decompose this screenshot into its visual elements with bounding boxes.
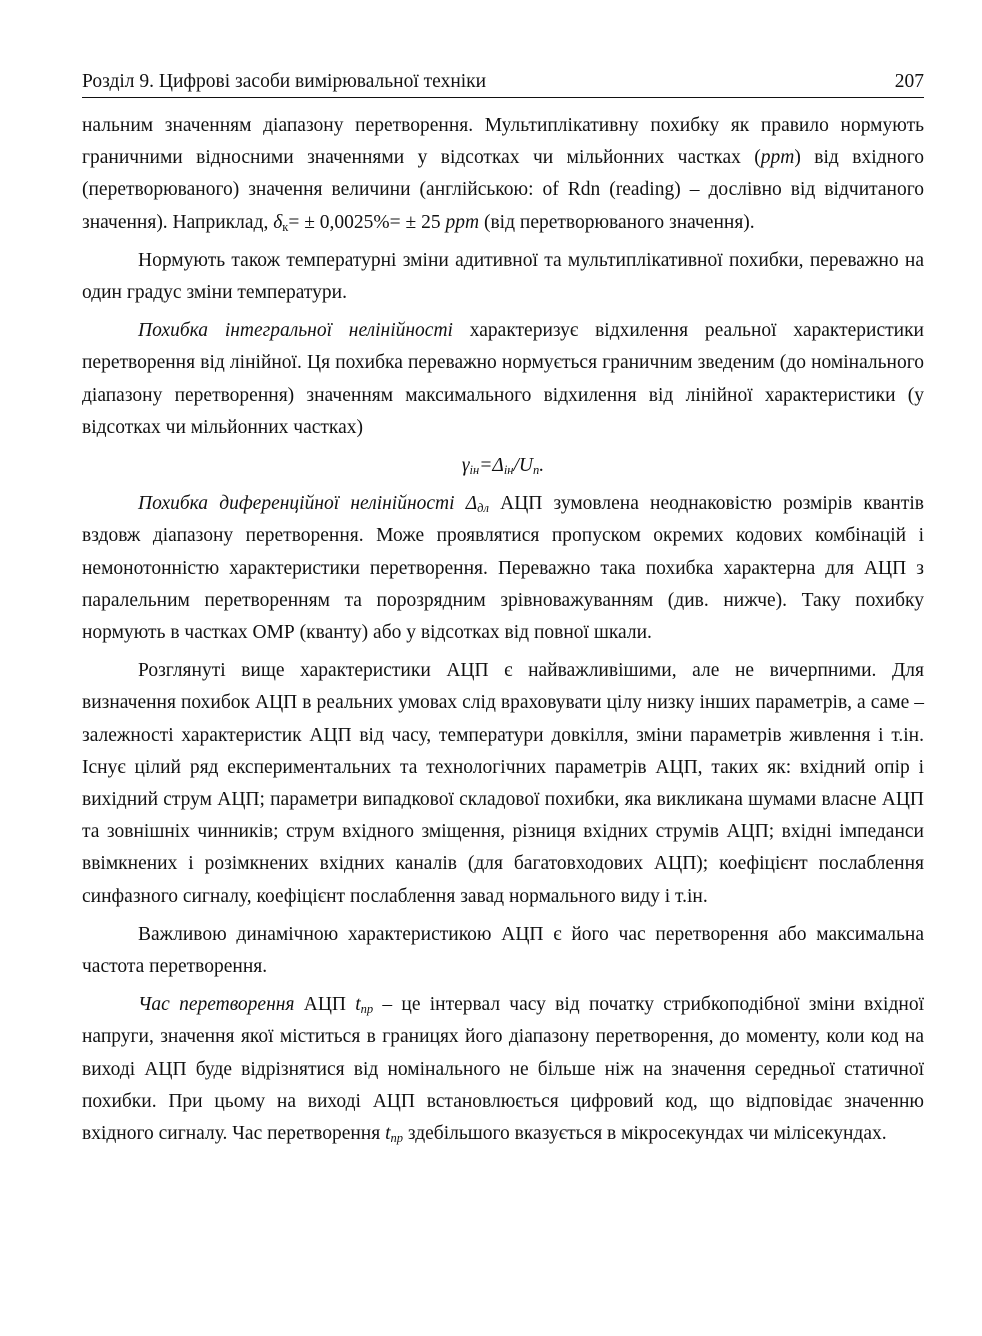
running-title: Розділ 9. Цифрові засоби вимірювальної техніки xyxy=(82,71,487,92)
formula: $\gamma_{ін}=\Delta_{ін}/U_п$. xyxy=(461,455,545,478)
paragraph-2: Нормують також температурні зміни адитивної та мультиплікативної похибки, переважно на один градус зміни температури. xyxy=(82,249,924,304)
page-number: 207 xyxy=(894,71,924,92)
body-text xyxy=(82,110,924,1156)
paragraph-4: Похибка диференційної нелінійності $\Delta_{дл}$ АЦП зумовлена неоднаковістю розмірів квантів вздовж діапазону перетворення. Може проявлятися пропуском окремих кодових комбінацій і немонотонністю характеристики перетворення. Переважно така похибка характерна для АЦП з паралельним перетворенням та порозрядним зрівноважуванням (див. нижче). Таку похибку нормують в частках ОМР (кванту) або у відсотках від повної шкали. xyxy=(82,493,924,644)
page-header xyxy=(82,70,924,98)
paragraph-3: Похибка інтегральної нелінійності характеризує відхилення реальної характеристики перетворення від лінійної. Ця похибка переважно нормується граничним зведеним (до номінального діапазону перетворення) значенням максимального відхилення від лінійної характеристики (у відсотках чи мільйонних частках) xyxy=(82,320,924,438)
paragraph-6: Важливою динамічною характеристикою АЦП є його час перетворення або максимальна частота перетворення. xyxy=(82,923,924,978)
paragraph-7: Час перетворення АЦП $t_{пр}$ – це інтервал часу від початку стрибкоподібної зміни вхідної напруги, значення якої міститься в границях його діапазону перетворення, до моменту, коли код на виході АЦП буде відрізнятися від номінального не більше ніж на значення середньої статичної похибки. При цьому на виході АЦП встановлюється цифровий код, що відповідає значенню вхідного сигналу. Час перетворення $t_{пр}$ здебільшого вказується в мікросекундах чи мілісекундах. xyxy=(82,994,925,1146)
paragraph-1: нальним значенням діапазону перетворення. Мультиплікативну похибку як правило нормують граничними відносними значеннями у відсотках чи мільйонних частках (ppm) від вхідного (перетворюваного) значення величини (англійською: of Rdn (reading) – дослівно від відчитаного значення). Наприклад, $\delta_к= \pm 0,0025\%= \pm 25$ ppm (від перетворюваного значення). xyxy=(82,115,924,234)
paragraph-5: Розглянуті вище характеристики АЦП є найважливішими, але не вичерпними. Для визначення похибок АЦП в реальних умовах слід враховувати цілу низку інших параметрів, а саме – залежності характеристик АЦП від часу, температури довкілля, зміни параметрів живлення і т.ін. Існує цілий ряд експериментальних та технологічних параметрів АЦП, таких як: вхідний опір і вихідний струм АЦП; параметри випадкової складової похибки, яка викликана шумами власне АЦП та зовнішніх чинників; струм вхідного зміщення, різниця вхідних струмів АЦП; вхідні імпеданси ввімкнених і розімкнених вхідних каналів (для багатовходових АЦП); коефіцієнт послаблення синфазного сигналу, коефіцієнт послаблення завад нормального виду і т.ін. xyxy=(82,660,924,907)
